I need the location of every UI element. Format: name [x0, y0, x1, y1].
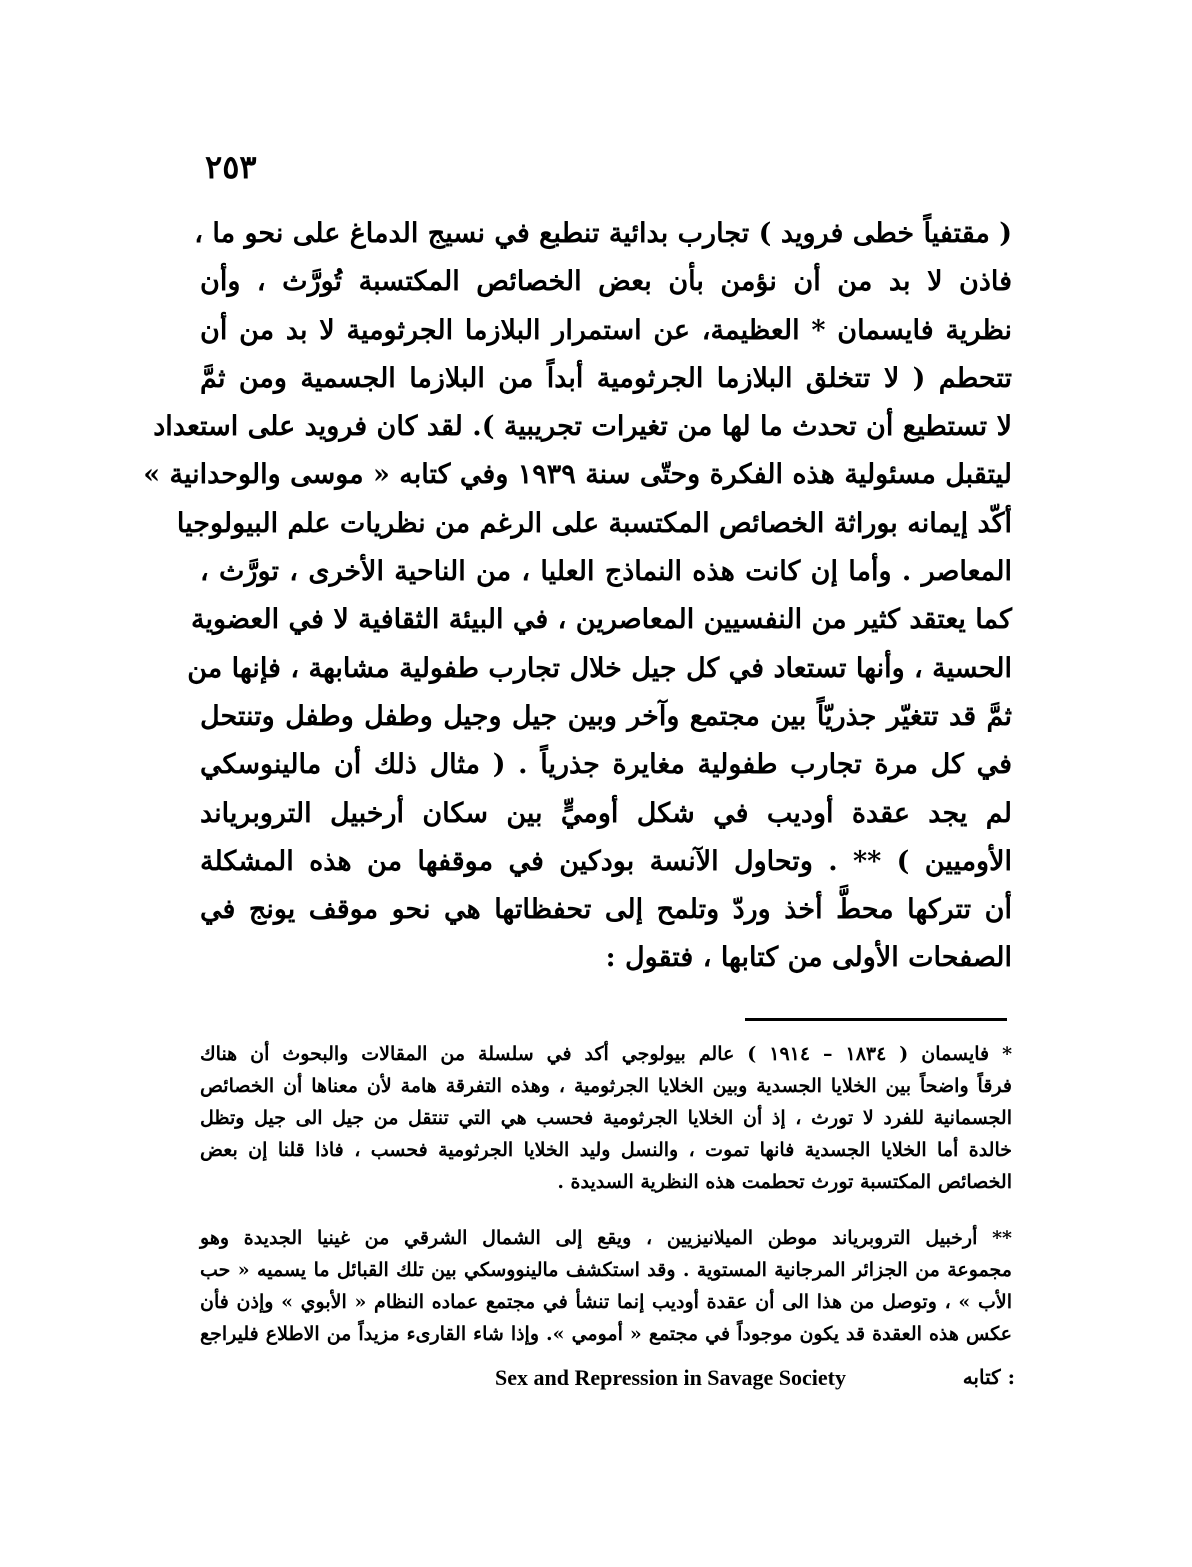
footnote-line: الخصائص المكتسبة تورث تحطمت هذه النظرية السديدة .	[557, 1171, 1012, 1193]
footnote-line: فرقاً واضحاً بين الخلايا الجسدية وبين الخلايا الجرثومية ، وهذه التفرقة هامة لأن معناها أن الخصائص	[200, 1075, 1012, 1097]
footnote-line: الأب » ، وتوصل من هذا الى أن عقدة أوديب إنما تنشأ في مجتمع عماده النظام « الأبوي » وإذن فأن	[200, 1291, 1012, 1313]
text-line: لا تستطيع أن تحدث ما لها من تغيرات تجريبية ). لقد كان فرويد على استعداد	[153, 411, 1012, 443]
text-line: ثمَّ قد تتغيّر جذريّاً بين مجتمع وآخر وبين جيل وجيل وطفل وطفل وتنتحل	[200, 700, 1012, 732]
footnote-weismann	[200, 1038, 1012, 1198]
footnote-trobriand	[200, 1222, 1012, 1350]
text-line: لم يجد عقدة أوديب في شكل أوميٍّ بين سكان أرخبيل التروبرياند	[200, 797, 1012, 829]
footnote-line: مجموعة من الجزائر المرجانية المستوية . وقد استكشف مالينووسكي بين تلك القبائل ما يسميه « حب	[200, 1259, 1012, 1281]
text-line: ليتقبل مسئولية هذه الفكرة وحتّى سنة ١٩٣٩ وفي كتابه « موسى والوحدانية »	[143, 459, 1012, 491]
footnote-line: خالدة أما الخلايا الجسدية فانها تموت ، والنسل وليد الخلايا الجرثومية فحسب ، فاذا قلنا إن بعض	[200, 1139, 1012, 1161]
text-line: أكّد إيمانه بوراثة الخصائص المكتسبة على الرغم من نظريات علم البيولوجيا	[176, 507, 1012, 539]
footnote-line: * فايسمان ( ١٨٣٤ – ١٩١٤ ) عالم بيولوجي أكد في سلسلة من المقالات والبحوث أن هناك	[200, 1043, 1013, 1065]
book-title: Sex and Repression in Savage Society	[495, 1365, 847, 1390]
text-line: في كل مرة تجارب طفولية مغايرة جذرياً . ( مثال ذلك أن مالينوسكي	[200, 749, 1012, 781]
text-line: الحسية ، وأنها تستعاد في كل جيل خلال تجارب طفولية مشابهة ، فإنها من	[187, 652, 1012, 684]
text-line: ( مقتفياً خطى فرويد ) تجارب بدائية تنطبع في نسيج الدماغ على نحو ما ،	[194, 218, 1012, 249]
footnote-line: عكس هذه العقدة قد يكون موجوداً في مجتمع « أمومي ». وإذا شاء القارىء مزيداً من الاطلاع فليراجع	[200, 1323, 1012, 1345]
footnote-divider	[745, 1018, 1007, 1021]
text-line: الأوميين ) ** . وتحاول الآنسة بودكين في موقفها من هذه المشكلة	[200, 845, 1012, 877]
footnote-line: ** أرخبيل التروبرياند موطن الميلانيزيين ، ويقع إلى الشمال الشرقي من غينيا الجديدة وهو	[200, 1227, 1012, 1249]
text-line: الصفحات الأولى من كتابها ، فتقول :	[605, 942, 1012, 974]
book-reference	[495, 1365, 1015, 1399]
text-line: المعاصر . وأما إن كانت هذه النماذج العليا ، من الناحية الأخرى ، تورَّث ،	[200, 556, 1012, 588]
book-label: : كتابه	[962, 1365, 1015, 1389]
page-number: ٢٥٣	[205, 148, 257, 186]
text-line: فاذن لا بد من أن نؤمن بأن بعض الخصائص المكتسبة تُورَّث ، وأن	[200, 266, 1012, 298]
footnote-line: الجسمانية للفرد لا تورث ، إذ أن الخلايا الجرثومية فحسب هي التي تنتقل من جيل الى جيل وتظل	[200, 1107, 1012, 1129]
text-line: أن تتركها محطَّ أخذ وردّ وتلمح إلى تحفظاتها هي نحو موقف يونج في	[200, 894, 1012, 926]
text-line: كما يعتقد كثير من النفسيين المعاصرين ، في البيئة الثقافية لا في العضوية	[191, 604, 1012, 636]
main-text	[143, 210, 1012, 983]
text-line: نظرية فايسمان * العظيمة، عن استمرار البلازما الجرثومية لا بد من أن	[200, 314, 1012, 346]
text-line: تتحطم ( لا تتخلق البلازما الجرثومية أبداً من البلازما الجسمية ومن ثمَّ	[200, 362, 1012, 394]
